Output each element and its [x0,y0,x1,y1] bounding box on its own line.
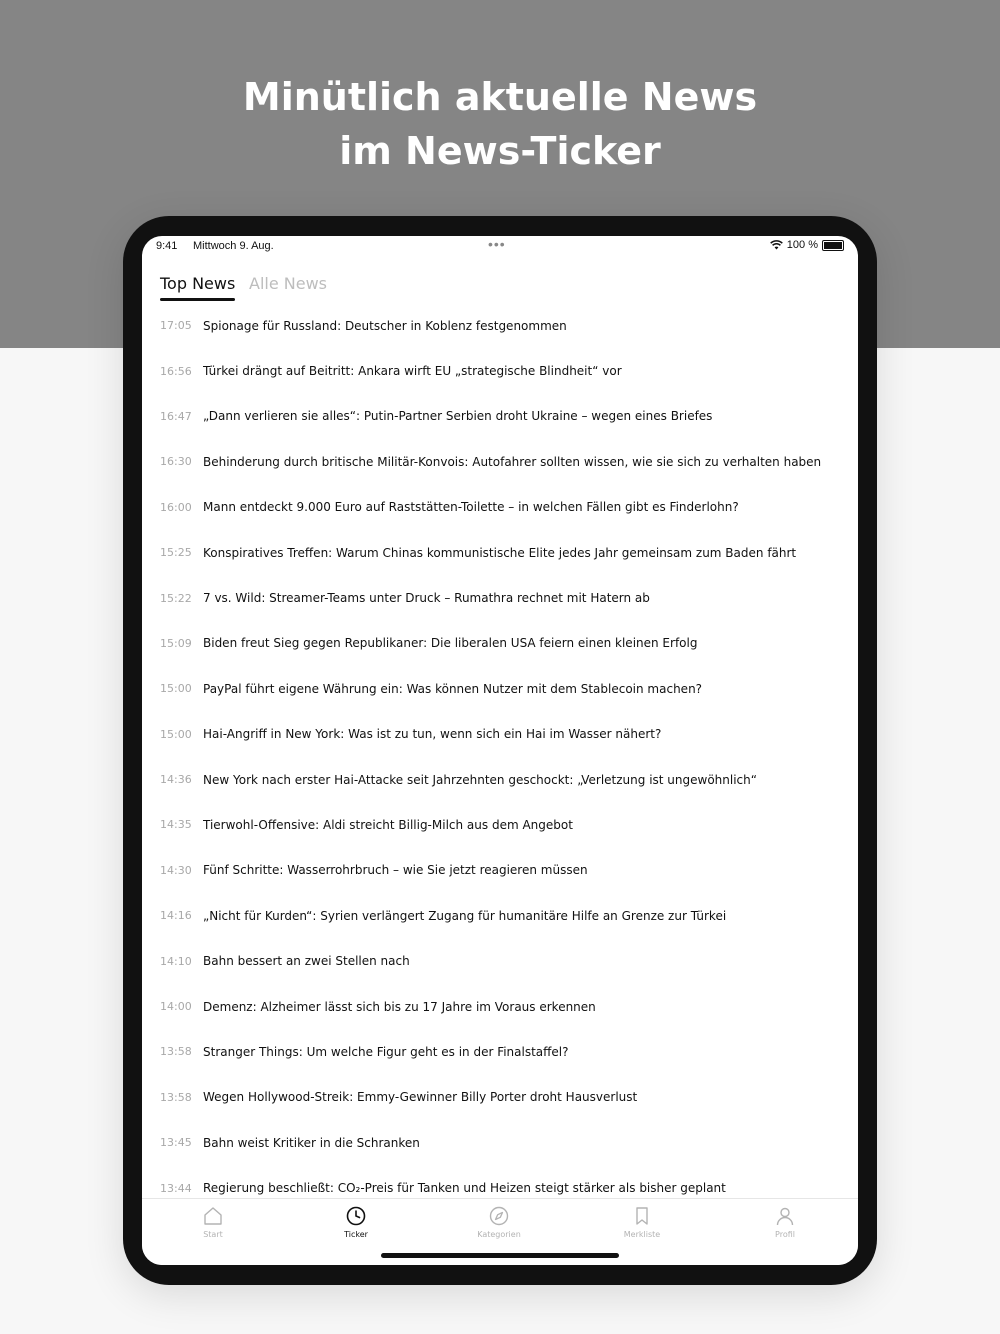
compass-icon [488,1205,510,1227]
news-item[interactable] [142,848,858,893]
news-item-title: New York nach erster Hai-Attacke seit Jahrzehnten geschockt: „Verletzung ist ungewöhnlich“ [203,772,757,787]
app-screen [142,236,858,1265]
news-item-title: Stranger Things: Um welche Figur geht es in der Finalstaffel? [203,1044,569,1059]
news-item-title: Wegen Hollywood-Streik: Emmy-Gewinner Billy Porter droht Hausverlust [203,1090,638,1105]
battery-percent: 100 % [786,239,818,251]
news-item-title: Bahn weist Kritiker in die Schranken [203,1135,420,1150]
news-item-title: Demenz: Alzheimer lässt sich bis zu 17 Jahre im Voraus erkennen [203,999,596,1014]
news-item[interactable] [142,666,858,711]
tab-profil[interactable] [750,1205,820,1239]
tab-start[interactable] [178,1205,248,1239]
news-item-title: Tierwohl-Offensive: Aldi streicht Billig-Milch aus dem Angebot [203,817,573,832]
news-item-time: 15:09 [160,636,192,650]
tab-merkliste-label: Merkliste [623,1230,661,1239]
news-item-time: 15:00 [160,727,192,741]
tab-merkliste[interactable] [607,1205,677,1239]
tab-profil-label: Profil [775,1230,795,1239]
multitasking-dots-icon[interactable]: ••• [488,236,506,252]
news-item-time: 17:05 [160,319,192,333]
clock-icon [345,1205,367,1227]
news-item[interactable] [142,893,858,938]
news-item-time: 14:35 [160,818,192,832]
bookmark-icon [631,1205,653,1227]
tab-kategorien[interactable] [464,1205,534,1239]
status-time: 9:41 [156,240,178,252]
news-item-title: PayPal führt eigene Währung ein: Was können Nutzer mit dem Stablecoin machen? [203,681,703,696]
news-item-title: Bahn bessert an zwei Stellen nach [203,954,410,969]
news-item-time: 14:10 [160,954,192,968]
person-icon [774,1205,796,1227]
promo-headline [0,70,1000,178]
news-item-time: 15:00 [160,682,192,696]
news-item[interactable] [142,530,858,575]
news-item-title: Behinderung durch britische Militär-Konvois: Autofahrer sollten wissen, wie sie sich zu verhalten haben [203,454,822,469]
news-item[interactable] [142,303,858,348]
news-item-time: 13:58 [160,1090,192,1104]
battery-icon [822,240,844,251]
status-bar [142,236,858,258]
promo-headline-line1: Minütlich aktuelle News [242,75,758,119]
promo-headline-line2: im News-Ticker [339,129,661,173]
news-item[interactable] [142,802,858,847]
news-item-time: 16:00 [160,500,192,514]
news-item-time: 15:25 [160,546,192,560]
news-item-title: Mann entdeckt 9.000 Euro auf Raststätten-Toilette – in welchen Fällen gibt es Finderlohn? [203,500,739,515]
home-indicator[interactable] [381,1253,619,1258]
news-item[interactable] [142,348,858,393]
news-item-time: 16:47 [160,409,192,423]
news-item[interactable] [142,757,858,802]
news-ticker-list [142,303,858,1211]
news-item[interactable] [142,1029,858,1074]
news-item-title: Spionage für Russland: Deutscher in Koblenz festgenommen [203,318,567,333]
news-item[interactable] [142,1120,858,1165]
news-item-title: 7 vs. Wild: Streamer-Teams unter Druck – Rumathra rechnet mit Hatern ab [203,591,650,606]
news-item[interactable] [142,439,858,484]
news-item-title: Regierung beschließt: CO₂-Preis für Tanken und Heizen steigt stärker als bisher geplant [203,1181,726,1196]
tab-ticker-label: Ticker [344,1230,368,1239]
news-item[interactable] [142,575,858,620]
news-item-time: 13:45 [160,1136,192,1150]
news-item-time: 15:22 [160,591,192,605]
news-item-time: 14:16 [160,909,192,923]
news-item[interactable] [142,1075,858,1120]
news-item[interactable] [142,938,858,983]
tab-all-news[interactable]: Alle News [249,274,327,293]
news-item-title: Konspiratives Treffen: Warum Chinas kommunistische Elite jedes Jahr gemeinsam zum Baden fährt [203,545,797,560]
news-item[interactable] [142,394,858,439]
news-item-title: Fünf Schritte: Wasserrohrbruch – wie Sie jetzt reagieren müssen [203,863,588,878]
news-item-title: Hai-Angriff in New York: Was ist zu tun, wenn sich ein Hai im Wasser nähert? [203,727,662,742]
news-item[interactable] [142,621,858,666]
news-item[interactable] [142,712,858,757]
news-item-title: „Nicht für Kurden“: Syrien verlängert Zugang für humanitäre Hilfe an Grenze zur Türkei [203,908,727,923]
news-item-title: Biden freut Sieg gegen Republikaner: Die liberalen USA feiern einen kleinen Erfolg [203,636,698,651]
wifi-icon [770,240,783,250]
news-item-time: 14:00 [160,1000,192,1014]
news-item-title: Türkei drängt auf Beitritt: Ankara wirft EU „strategische Blindheit“ vor [203,364,622,379]
news-item-time: 14:30 [160,863,192,877]
news-item-time: 16:30 [160,455,192,469]
status-right [770,239,844,251]
home-icon [202,1205,224,1227]
news-item-time: 14:36 [160,773,192,787]
news-item[interactable] [142,485,858,530]
news-item[interactable] [142,984,858,1029]
tab-start-label: Start [203,1230,223,1239]
tab-ticker[interactable] [321,1205,391,1239]
tab-top-news[interactable]: Top News [160,274,236,293]
tablet-frame [123,216,877,1285]
news-item-time: 16:56 [160,364,192,378]
status-date: Mittwoch 9. Aug. [193,240,274,252]
tab-kategorien-label: Kategorien [477,1230,521,1239]
news-item-time: 13:44 [160,1181,192,1195]
news-item-title: „Dann verlieren sie alles“: Putin-Partner Serbien droht Ukraine – wegen eines Briefes [203,409,713,424]
news-item-time: 13:58 [160,1045,192,1059]
